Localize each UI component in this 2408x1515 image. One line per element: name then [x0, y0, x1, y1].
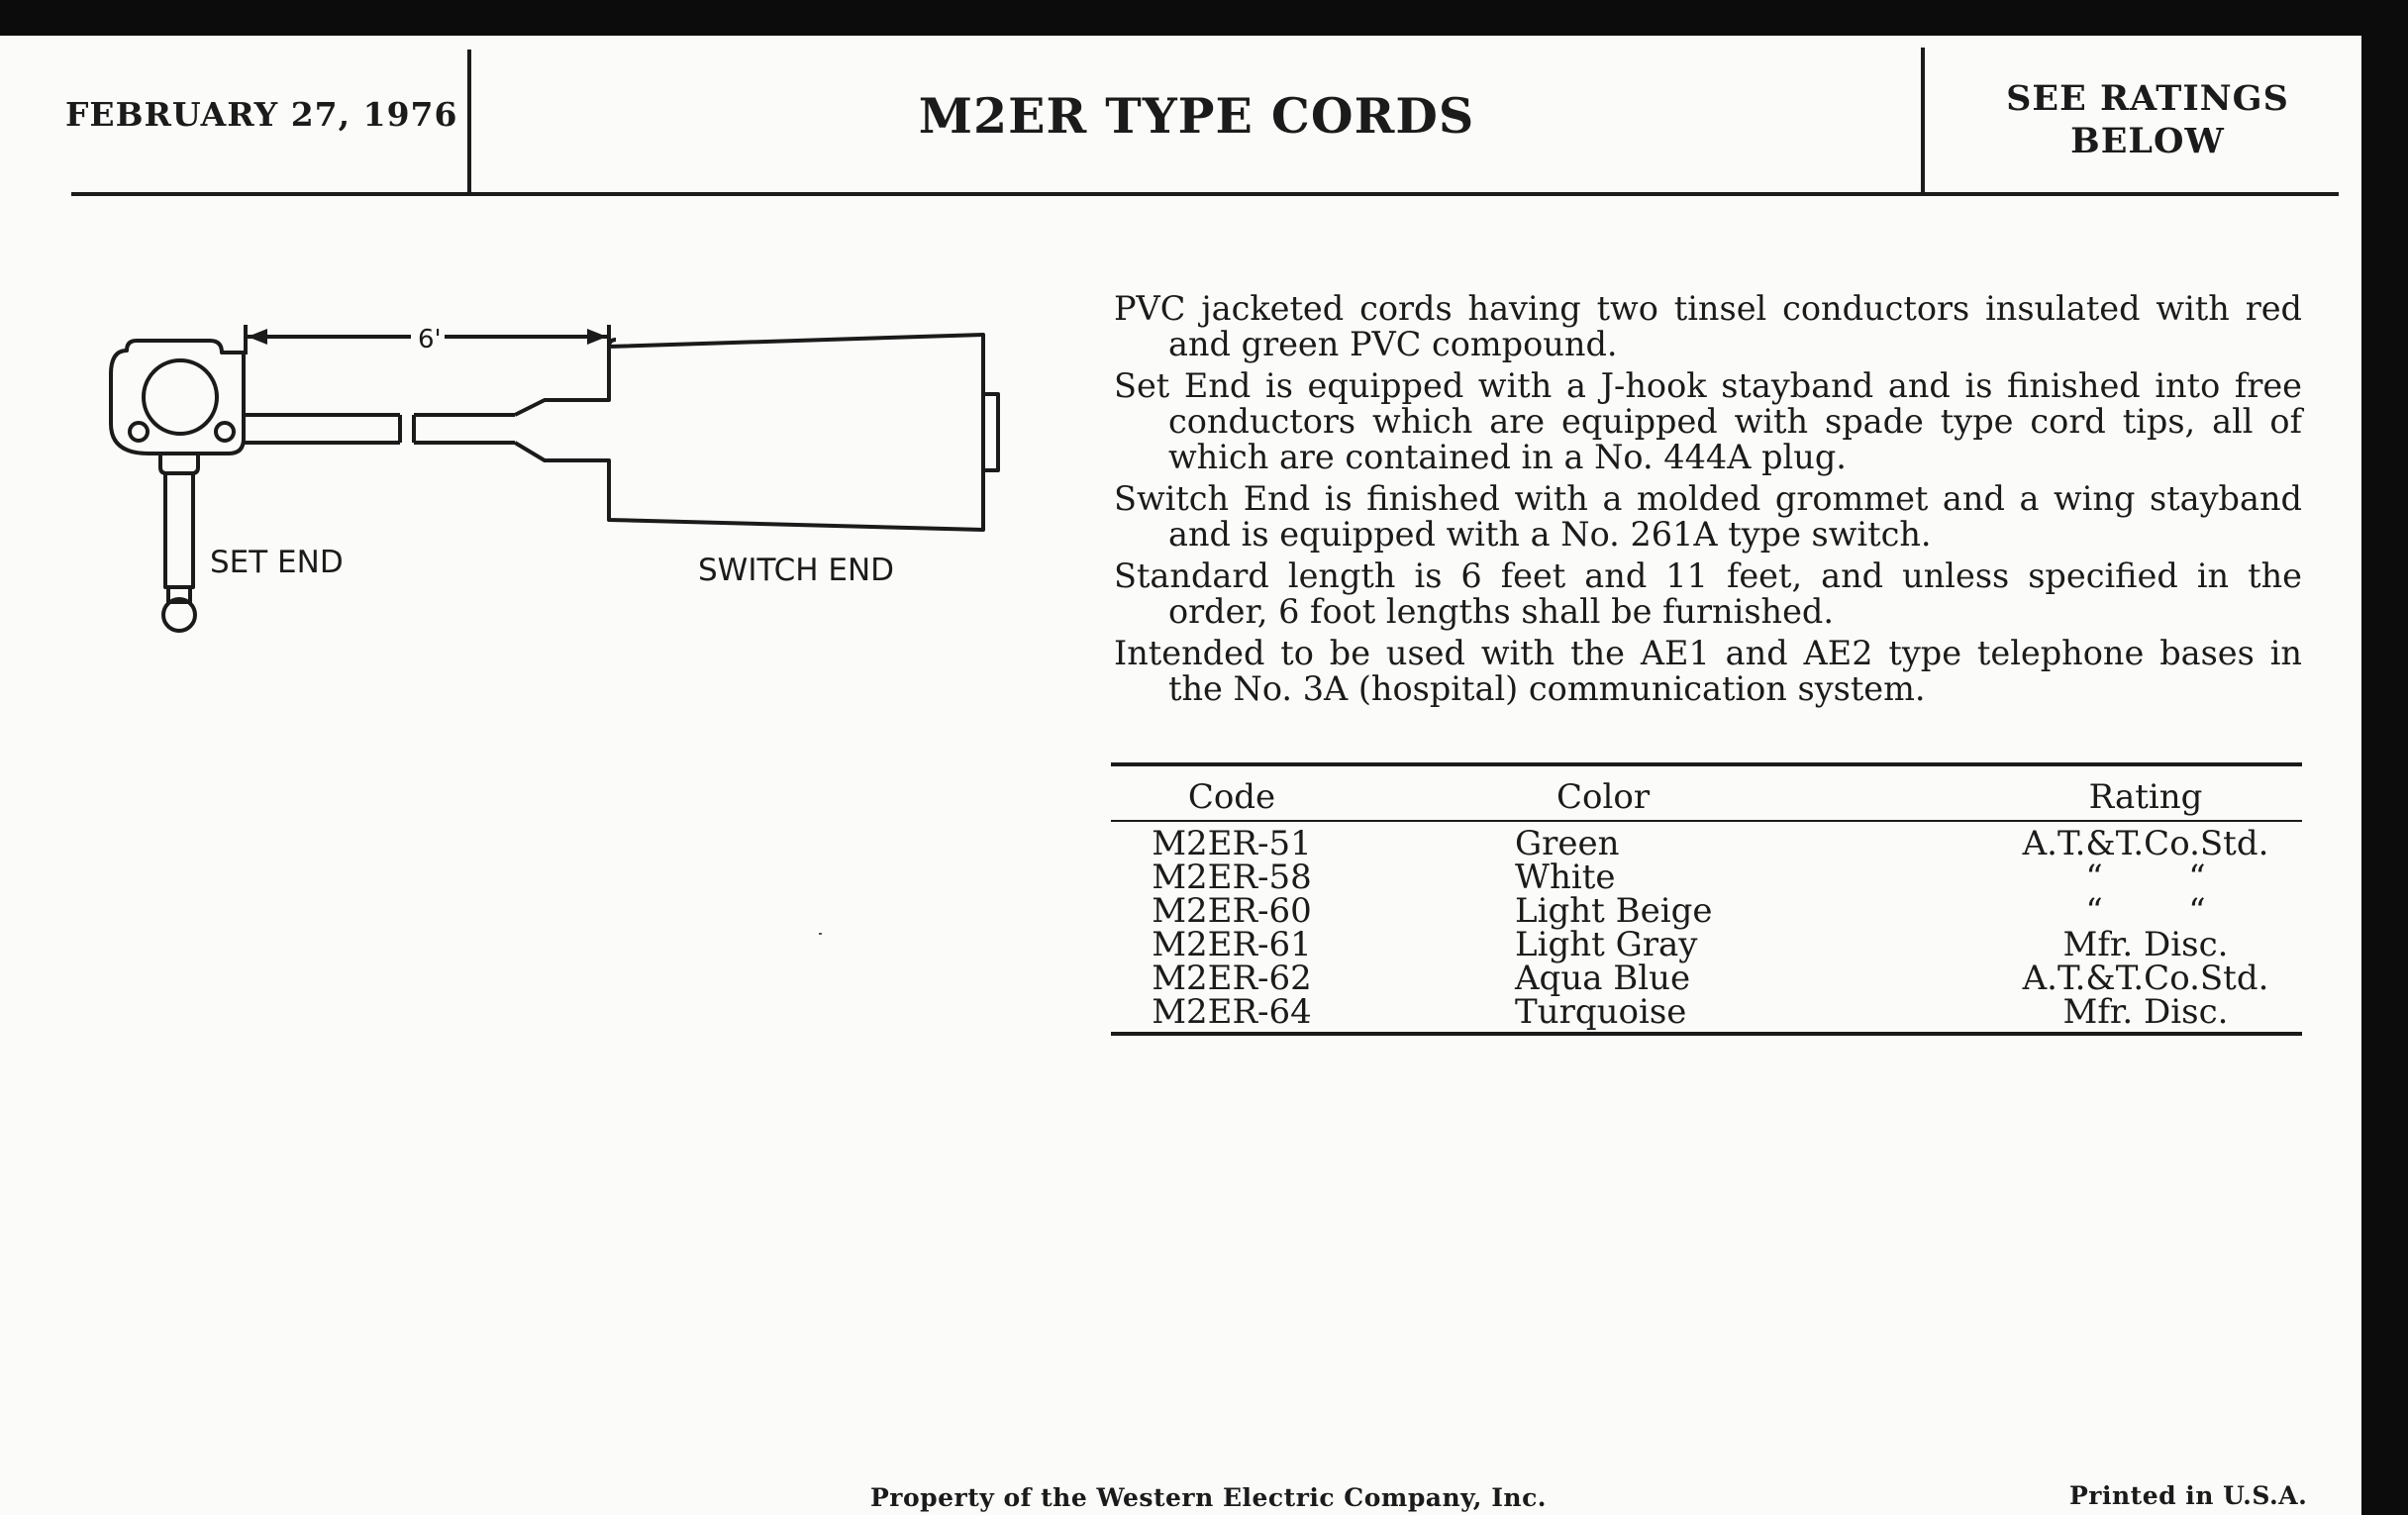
cell-rating: A.T.&T.Co.Std.	[2022, 824, 2269, 863]
cell-rating: Mfr. Disc.	[2062, 925, 2229, 964]
issue-date: FEBRUARY 27, 1976	[65, 95, 458, 134]
page-title: M2ER TYPE CORDS	[918, 87, 1475, 145]
description-paragraph: Standard length is 6 feet and 11 feet, and unless specified in the order, 6 foot lengths shall be furnished.	[1114, 556, 2302, 631]
set-end-plug	[111, 341, 244, 631]
table-row	[1111, 858, 2302, 897]
table-row	[1111, 925, 2302, 964]
printed-notice: Printed in U.S.A.	[2069, 1481, 2308, 1510]
cell-color: Aqua Blue	[1515, 959, 1691, 998]
header-color: Color	[1556, 777, 1651, 817]
cord-table	[1111, 762, 2302, 1036]
cell-code: M2ER-58	[1152, 858, 1312, 897]
description	[1114, 291, 2302, 713]
cell-code: M2ER-51	[1152, 824, 1312, 863]
ratings-note: SEE RATINGS BELOW	[2006, 78, 2289, 161]
cell-rating: “ “	[2085, 891, 2206, 931]
description-paragraph: PVC jacketed cords having two tinsel conductors insulated with red and green PVC compound.	[1114, 289, 2302, 363]
header-code: Code	[1187, 777, 1276, 817]
cell-rating: Mfr. Disc.	[2062, 992, 2229, 1032]
switch-end-label: SWITCH END	[698, 553, 895, 588]
cell-color: White	[1515, 858, 1616, 897]
table-row	[1111, 959, 2302, 998]
cell-code: M2ER-60	[1152, 891, 1312, 931]
cell-code: M2ER-61	[1152, 925, 1312, 964]
table-body	[1111, 822, 2302, 1032]
table-row	[1111, 992, 2302, 1032]
header-rating: Rating	[2088, 777, 2203, 817]
table-header	[1111, 766, 2302, 822]
switch-end-body	[515, 335, 998, 530]
cell-color: Turquoise	[1515, 992, 1687, 1032]
table-row	[1111, 891, 2302, 931]
description-paragraph: Set End is equipped with a J-hook stayband and is finished into free conductors which are equipped with spade type cord tips, all of which are contained in a No. 444A plug.	[1114, 366, 2302, 476]
table-row	[1111, 824, 2302, 863]
set-end-label: SET END	[210, 545, 344, 580]
cell-code: M2ER-62	[1152, 959, 1312, 998]
description-paragraph: Switch End is finished with a molded grommet and a wing stayband and is equipped with a No. 261A type switch.	[1114, 479, 2302, 554]
cord-diagram	[99, 285, 1010, 671]
cell-rating: A.T.&T.Co.Std.	[2022, 959, 2269, 998]
length-label: 6'	[418, 325, 442, 354]
header-underline	[71, 192, 2339, 196]
cell-rating: “ “	[2085, 858, 2206, 897]
description-paragraph: Intended to be used with the AE1 and AE2 type telephone bases in the No. 3A (hospital) communication system.	[1114, 634, 2302, 708]
cell-code: M2ER-64	[1152, 992, 1312, 1032]
property-notice: Property of the Western Electric Company, Inc.	[870, 1483, 1548, 1512]
catalog-card	[0, 36, 2361, 1515]
cell-color: Light Beige	[1515, 891, 1713, 931]
cord-line	[244, 415, 515, 443]
paper-speck	[819, 933, 822, 935]
cell-color: Green	[1515, 824, 1620, 863]
cell-color: Light Gray	[1515, 925, 1698, 964]
